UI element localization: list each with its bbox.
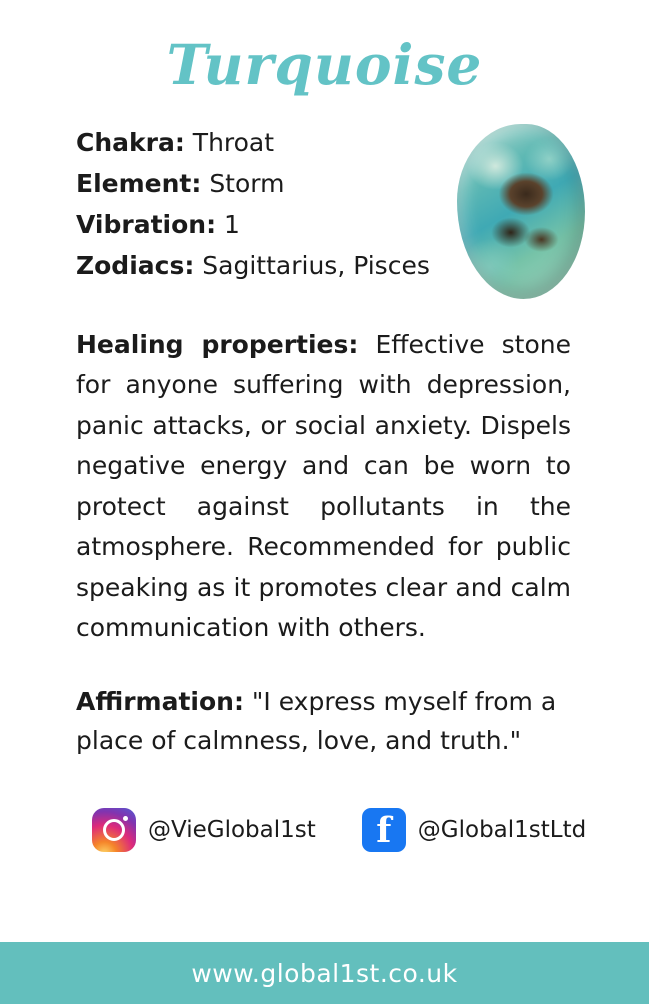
attribute-value: Storm — [209, 168, 285, 198]
attribute-vibration — [76, 204, 430, 245]
attributes-section — [0, 94, 649, 299]
attributes-list — [0, 122, 430, 286]
attribute-chakra — [76, 122, 430, 163]
attribute-value: Sagittarius, Pisces — [202, 250, 430, 280]
footer-bar — [0, 942, 649, 1004]
facebook-handle: @Global1stLtd — [417, 817, 587, 844]
attribute-value: Throat — [192, 127, 275, 157]
stone-image-container — [430, 122, 649, 299]
attribute-zodiacs — [76, 245, 430, 286]
page-title: Turquoise — [166, 32, 483, 97]
social-link-instagram[interactable] — [92, 808, 316, 852]
facebook-glyph: f — [376, 810, 392, 852]
attribute-element — [76, 163, 430, 204]
turquoise-stone-image — [457, 124, 585, 299]
affirmation-paragraph — [0, 649, 649, 761]
social-link-facebook[interactable] — [362, 808, 586, 852]
facebook-icon[interactable] — [362, 808, 406, 852]
attribute-value: 1 — [224, 209, 240, 239]
attribute-label: Chakra: — [76, 127, 185, 157]
healing-properties-label: Healing properties: — [76, 329, 359, 359]
attribute-label: Zodiacs: — [76, 250, 195, 280]
healing-properties-paragraph — [0, 299, 649, 649]
attribute-label: Vibration: — [76, 209, 217, 239]
attribute-label: Element: — [76, 168, 202, 198]
affirmation-label: Affirmation: — [76, 686, 244, 716]
instagram-icon[interactable] — [92, 808, 136, 852]
healing-properties-text: Effective stone for anyone suffering with depression, panic attacks, or social anxiety. Dispels negative energy and can be worn to protect against pollutants in the atmosphere. Recommended for public speaking as it promotes clear and calm communication with others. — [76, 329, 571, 643]
website-url[interactable]: www.global1st.co.uk — [191, 958, 458, 988]
instagram-handle: @VieGlobal1st — [148, 817, 316, 844]
social-links — [0, 760, 649, 852]
affirmation-text: "I express myself from a place of calmness, love, and truth." — [76, 686, 557, 755]
